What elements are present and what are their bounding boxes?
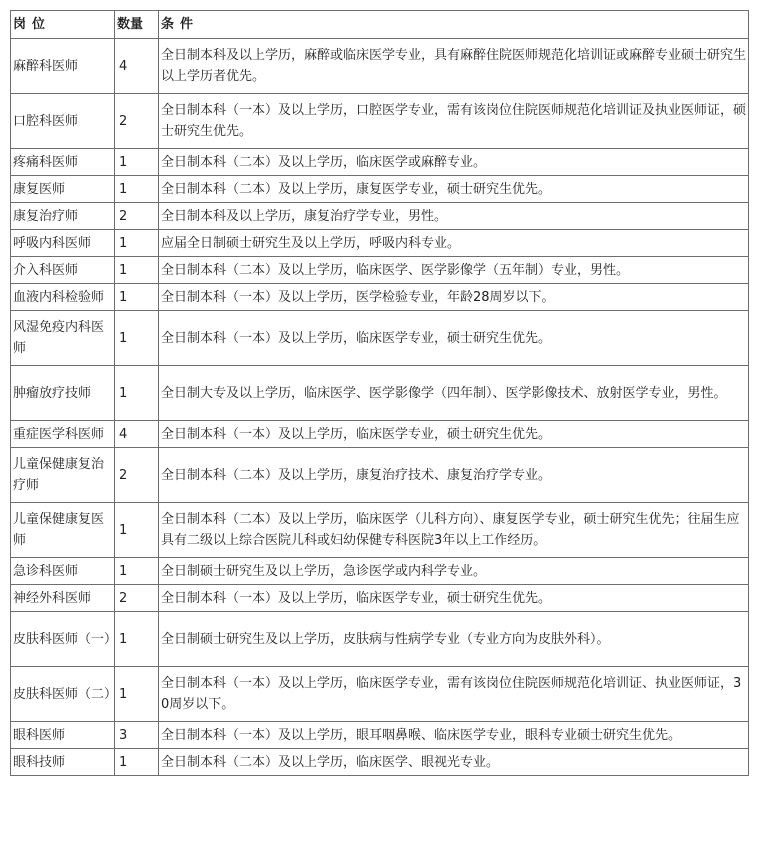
header-count: 数量 bbox=[115, 11, 159, 39]
count-cell: 1 bbox=[115, 612, 159, 667]
post-cell: 眼科医师 bbox=[11, 722, 115, 749]
post-cell: 介入科医师 bbox=[11, 257, 115, 284]
table-row bbox=[11, 585, 749, 612]
table-row bbox=[11, 311, 749, 366]
requirement-cell: 全日制硕士研究生及以上学历，皮肤病与性病学专业（专业方向为皮肤外科）。 bbox=[159, 612, 749, 667]
table-row bbox=[11, 722, 749, 749]
count-cell: 1 bbox=[115, 230, 159, 257]
requirement-cell: 应届全日制硕士研究生及以上学历，呼吸内科专业。 bbox=[159, 230, 749, 257]
requirement-cell: 全日制本科（一本）及以上学历，眼耳咽鼻喉、临床医学专业，眼科专业硕士研究生优先。 bbox=[159, 722, 749, 749]
count-cell: 1 bbox=[115, 284, 159, 311]
table-row bbox=[11, 39, 749, 94]
table-row bbox=[11, 149, 749, 176]
requirement-cell: 全日制本科（一本）及以上学历，口腔医学专业，需有该岗位住院医师规范化培训证及执业医师证，硕士研究生优先。 bbox=[159, 94, 749, 149]
requirement-cell: 全日制本科（二本）及以上学历，临床医学、眼视光专业。 bbox=[159, 749, 749, 776]
post-cell: 皮肤科医师（一） bbox=[11, 612, 115, 667]
post-cell: 呼吸内科医师 bbox=[11, 230, 115, 257]
count-cell: 1 bbox=[115, 503, 159, 558]
post-cell: 疼痛科医师 bbox=[11, 149, 115, 176]
table-row bbox=[11, 230, 749, 257]
count-cell: 1 bbox=[115, 311, 159, 366]
requirement-cell: 全日制本科（二本）及以上学历，康复医学专业，硕士研究生优先。 bbox=[159, 176, 749, 203]
requirement-cell: 全日制本科（一本）及以上学历，临床医学专业，硕士研究生优先。 bbox=[159, 311, 749, 366]
count-cell: 1 bbox=[115, 149, 159, 176]
post-cell: 眼科技师 bbox=[11, 749, 115, 776]
count-cell: 1 bbox=[115, 667, 159, 722]
requirement-cell: 全日制本科（一本）及以上学历，医学检验专业，年龄28周岁以下。 bbox=[159, 284, 749, 311]
table-row bbox=[11, 94, 749, 149]
post-cell: 重症医学科医师 bbox=[11, 421, 115, 448]
post-cell: 血液内科检验师 bbox=[11, 284, 115, 311]
post-cell: 麻醉科医师 bbox=[11, 39, 115, 94]
requirement-cell: 全日制大专及以上学历，临床医学、医学影像学（四年制）、医学影像技术、放射医学专业，男性。 bbox=[159, 366, 749, 421]
count-cell: 2 bbox=[115, 448, 159, 503]
count-cell: 4 bbox=[115, 39, 159, 94]
recruitment-table bbox=[10, 10, 749, 776]
post-cell: 神经外科医师 bbox=[11, 585, 115, 612]
count-cell: 1 bbox=[115, 558, 159, 585]
post-cell: 儿童保健康复医师 bbox=[11, 503, 115, 558]
requirement-cell: 全日制本科（二本）及以上学历，康复治疗技术、康复治疗学专业。 bbox=[159, 448, 749, 503]
count-cell: 4 bbox=[115, 421, 159, 448]
table-row bbox=[11, 257, 749, 284]
table-row bbox=[11, 203, 749, 230]
requirement-cell: 全日制本科（一本）及以上学历，临床医学专业，硕士研究生优先。 bbox=[159, 585, 749, 612]
requirement-cell: 全日制本科（二本）及以上学历，临床医学、医学影像学（五年制）专业，男性。 bbox=[159, 257, 749, 284]
requirement-cell: 全日制本科及以上学历，麻醉或临床医学专业，具有麻醉住院医师规范化培训证或麻醉专业硕士研究生以上学历者优先。 bbox=[159, 39, 749, 94]
table-row bbox=[11, 448, 749, 503]
post-cell: 风湿免疫内科医师 bbox=[11, 311, 115, 366]
table-row bbox=[11, 612, 749, 667]
count-cell: 2 bbox=[115, 94, 159, 149]
requirement-cell: 全日制本科（一本）及以上学历，临床医学专业，需有该岗位住院医师规范化培训证、执业医师证，30周岁以下。 bbox=[159, 667, 749, 722]
requirement-cell: 全日制本科（一本）及以上学历，临床医学专业，硕士研究生优先。 bbox=[159, 421, 749, 448]
post-cell: 肿瘤放疗技师 bbox=[11, 366, 115, 421]
table-row bbox=[11, 366, 749, 421]
header-row bbox=[11, 11, 749, 39]
post-cell: 急诊科医师 bbox=[11, 558, 115, 585]
header-post: 岗位 bbox=[11, 11, 115, 39]
requirement-cell: 全日制本科（二本）及以上学历，临床医学或麻醉专业。 bbox=[159, 149, 749, 176]
table-row bbox=[11, 749, 749, 776]
table-row bbox=[11, 558, 749, 585]
post-cell: 皮肤科医师（二） bbox=[11, 667, 115, 722]
requirement-cell: 全日制本科及以上学历，康复治疗学专业，男性。 bbox=[159, 203, 749, 230]
table-row bbox=[11, 284, 749, 311]
table-row bbox=[11, 176, 749, 203]
count-cell: 1 bbox=[115, 257, 159, 284]
post-cell: 儿童保健康复治疗师 bbox=[11, 448, 115, 503]
count-cell: 3 bbox=[115, 722, 159, 749]
count-cell: 1 bbox=[115, 749, 159, 776]
table-row bbox=[11, 667, 749, 722]
requirement-cell: 全日制硕士研究生及以上学历，急诊医学或内科学专业。 bbox=[159, 558, 749, 585]
requirement-cell: 全日制本科（二本）及以上学历，临床医学（儿科方向）、康复医学专业，硕士研究生优先；往届生应具有二级以上综合医院儿科或妇幼保健专科医院3年以上工作经历。 bbox=[159, 503, 749, 558]
post-cell: 康复治疗师 bbox=[11, 203, 115, 230]
count-cell: 1 bbox=[115, 176, 159, 203]
post-cell: 口腔科医师 bbox=[11, 94, 115, 149]
count-cell: 2 bbox=[115, 585, 159, 612]
post-cell: 康复医师 bbox=[11, 176, 115, 203]
header-requirements: 条件 bbox=[159, 11, 749, 39]
count-cell: 2 bbox=[115, 203, 159, 230]
table-row bbox=[11, 503, 749, 558]
table-row bbox=[11, 421, 749, 448]
count-cell: 1 bbox=[115, 366, 159, 421]
